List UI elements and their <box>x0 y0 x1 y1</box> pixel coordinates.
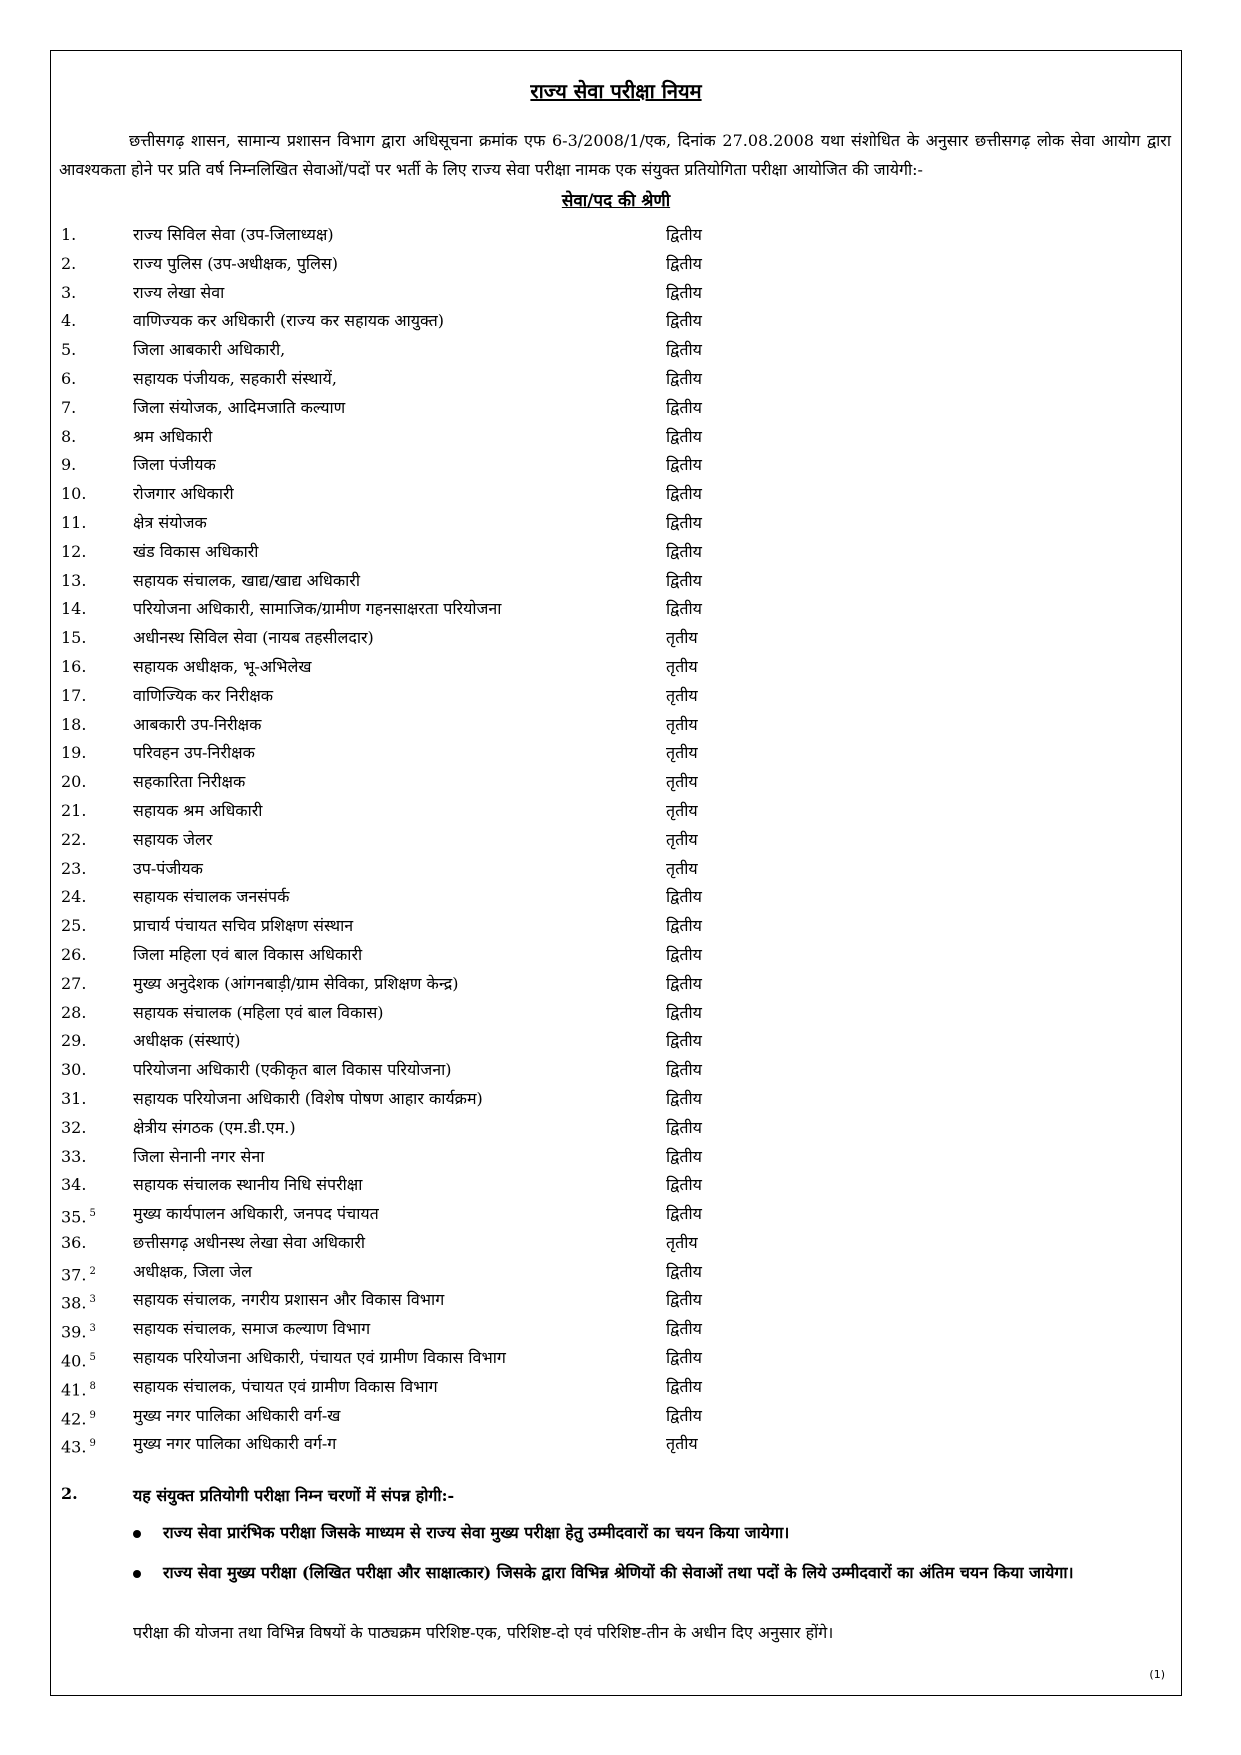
service-row <box>61 682 961 711</box>
service-number-text: 2. <box>61 253 77 273</box>
service-number <box>61 797 121 826</box>
service-row <box>61 1344 961 1373</box>
page-frame <box>50 50 1182 1696</box>
service-number <box>61 538 121 567</box>
service-number-text: 8. <box>61 426 77 446</box>
service-row <box>61 1171 961 1200</box>
service-name: सहायक संचालक (महिला एवं बाल विकास) <box>133 1002 384 1022</box>
service-row <box>61 711 961 740</box>
service-name: अधीक्षक, जिला जेल <box>133 1261 252 1281</box>
service-number <box>61 423 121 452</box>
service-grade: द्वितीय <box>666 1146 702 1166</box>
page-title: राज्य सेवा परीक्षा नियम <box>530 79 702 103</box>
service-grade: द्वितीय <box>666 1060 702 1080</box>
service-name: अधीनस्थ सिविल सेवा (नायब तहसीलदार) <box>133 628 374 648</box>
bullet-dot-icon <box>133 1530 141 1538</box>
service-name: परियोजना अधिकारी (एकीकृत बाल विकास परियोजना) <box>133 1060 452 1080</box>
service-name: उप-पंजीयक <box>133 858 203 878</box>
section-2-number: 2. <box>61 1484 78 1503</box>
service-number-text: 37. <box>61 1265 87 1285</box>
service-number-text: 38. <box>61 1293 87 1313</box>
service-number <box>61 1143 121 1172</box>
service-name: सहायक परियोजना अधिकारी (विशेष पोषण आहार कार्यक्रम) <box>133 1088 483 1108</box>
service-name: सहायक संचालक, नगरीय प्रशासन और विकास विभाग <box>133 1290 445 1310</box>
service-number-text: 35. <box>61 1207 87 1227</box>
service-number-text: 36. <box>61 1232 87 1252</box>
service-number <box>61 451 121 480</box>
service-number-text: 18. <box>61 714 87 734</box>
service-number-text: 20. <box>61 772 87 792</box>
amendment-footnote-mark: 9 <box>89 1409 96 1421</box>
service-row <box>61 480 961 509</box>
service-row <box>61 1315 961 1344</box>
service-number <box>61 1315 121 1347</box>
service-row <box>61 595 961 624</box>
service-name: राज्य पुलिस (उप-अधीक्षक, पुलिस) <box>133 253 338 273</box>
service-number <box>61 250 121 279</box>
service-number-text: 7. <box>61 397 77 417</box>
service-number <box>61 941 121 970</box>
service-grade: द्वितीय <box>666 311 702 331</box>
service-number-text: 43. <box>61 1437 87 1457</box>
service-number-text: 26. <box>61 944 87 964</box>
service-row <box>61 336 961 365</box>
service-row <box>61 567 961 596</box>
service-number <box>61 365 121 394</box>
service-row <box>61 912 961 941</box>
service-grade: द्वितीय <box>666 1319 702 1339</box>
service-name: मुख्य नगर पालिका अधिकारी वर्ग-ख <box>133 1405 341 1425</box>
category-heading: सेवा/पद की श्रेणी <box>561 191 671 211</box>
service-name: वाणिज्यक कर अधिकारी (राज्य कर सहायक आयुक्त) <box>133 311 444 331</box>
service-row <box>61 653 961 682</box>
service-number <box>61 624 121 653</box>
service-number-text: 29. <box>61 1031 87 1051</box>
service-row <box>61 1286 961 1315</box>
service-number <box>61 768 121 797</box>
service-grade: द्वितीय <box>666 1088 702 1108</box>
service-row <box>61 509 961 538</box>
service-grade: तृतीय <box>666 743 698 763</box>
service-number-text: 14. <box>61 599 87 619</box>
service-grade: द्वितीय <box>666 599 702 619</box>
service-number <box>61 1171 121 1200</box>
service-row <box>61 365 961 394</box>
service-name: श्रम अधिकारी <box>133 426 213 446</box>
service-row <box>61 1373 961 1402</box>
service-name: प्राचार्य पंचायत सचिव प्रशिक्षण संस्थान <box>133 916 354 936</box>
service-number-text: 13. <box>61 570 87 590</box>
service-number <box>61 567 121 596</box>
amendment-footnote-mark: 2 <box>89 1265 96 1277</box>
service-number <box>61 279 121 308</box>
service-name: सहकारिता निरीक्षक <box>133 772 246 792</box>
service-number <box>61 999 121 1028</box>
amendment-footnote-mark: 9 <box>89 1438 96 1450</box>
service-grade: तृतीय <box>666 772 698 792</box>
service-row <box>61 394 961 423</box>
service-row <box>61 538 961 567</box>
service-row <box>61 1200 961 1229</box>
service-number-text: 11. <box>61 512 87 532</box>
service-number <box>61 855 121 884</box>
service-grade: तृतीय <box>666 714 698 734</box>
service-row <box>61 941 961 970</box>
service-grade: तृतीय <box>666 685 698 705</box>
service-number-text: 31. <box>61 1088 87 1108</box>
service-name: जिला आबकारी अधिकारी, <box>133 340 286 360</box>
service-number-text: 41. <box>61 1380 87 1400</box>
service-number-text: 3. <box>61 282 77 302</box>
service-number-text: 40. <box>61 1351 87 1371</box>
service-name: सहायक जेलर <box>133 829 213 849</box>
service-name: रोजगार अधिकारी <box>133 484 234 504</box>
service-grade: द्वितीय <box>666 1175 702 1195</box>
service-number-text: 24. <box>61 887 87 907</box>
service-name: सहायक संचालक, खाद्य/खाद्य अधिकारी <box>133 570 360 590</box>
service-row <box>61 797 961 826</box>
service-number-text: 33. <box>61 1146 87 1166</box>
service-name: सहायक अधीक्षक, भू-अभिलेख <box>133 656 312 676</box>
service-number-text: 34. <box>61 1175 87 1195</box>
service-number-text: 23. <box>61 858 87 878</box>
service-grade: तृतीय <box>666 1434 698 1454</box>
service-number <box>61 883 121 912</box>
service-number-text: 10. <box>61 484 87 504</box>
service-row <box>61 883 961 912</box>
service-number-text: 5. <box>61 340 77 360</box>
service-name: मुख्य कार्यपालन अधिकारी, जनपद पंचायत <box>133 1204 379 1224</box>
service-number <box>61 480 121 509</box>
service-name: मुख्य नगर पालिका अधिकारी वर्ग-ग <box>133 1434 337 1454</box>
service-number <box>61 1344 121 1376</box>
service-grade: द्वितीय <box>666 1290 702 1310</box>
service-row <box>61 1258 961 1287</box>
service-name: मुख्य अनुदेशक (आंगनबाड़ी/ग्राम सेविका, प्रशिक्षण केन्द्र) <box>133 973 459 993</box>
bullet-text: राज्य सेवा मुख्य परीक्षा (लिखित परीक्षा और साक्षात्कार) जिसके द्वारा विभिन्न श्रेणियों की सेवाओं तथा पदों के लिये उम्मीदवारों का अंतिम चयन किया जायेगा। <box>163 1563 1074 1582</box>
service-grade: द्वितीय <box>666 887 702 907</box>
service-row <box>61 423 961 452</box>
service-grade: तृतीय <box>666 800 698 820</box>
service-grade: द्वितीय <box>666 973 702 993</box>
service-name: राज्य सिविल सेवा (उप-जिलाध्यक्ष) <box>133 225 334 244</box>
page-number: (1) <box>1149 1668 1165 1681</box>
service-row <box>61 1143 961 1172</box>
service-number <box>61 1229 121 1258</box>
amendment-footnote-mark: 3 <box>89 1323 96 1335</box>
service-number <box>61 221 121 250</box>
service-number-text: 6. <box>61 368 77 388</box>
service-number <box>61 1056 121 1085</box>
service-grade: तृतीय <box>666 1232 698 1252</box>
service-number <box>61 1114 121 1143</box>
service-number <box>61 970 121 999</box>
service-number <box>61 1258 121 1290</box>
service-number-text: 17. <box>61 685 87 705</box>
service-name: सहायक श्रम अधिकारी <box>133 800 263 820</box>
service-grade: द्वितीय <box>666 916 702 936</box>
intro-paragraph: छत्तीसगढ़ शासन, सामान्य प्रशासन विभाग द्वारा अधिसूचना क्रमांक एफ 6-3/2008/1/एक, दिनांक 27.08.2008 यथा संशोधित के अनुसार छत्तीसगढ़ लोक सेवा आयोग द्वारा आवश्यकता होने पर प्रति वर्ष निम्नलिखित सेवाओं/पदों पर भर्ती के लिए राज्य सेवा परीक्षा नामक एक संयुक्त प्रतियोगिता परीक्षा आयोजित की जायेगी:- <box>59 131 1171 179</box>
service-grade: द्वितीय <box>666 512 702 532</box>
service-row <box>61 1402 961 1431</box>
amendment-footnote-mark: 3 <box>89 1294 96 1306</box>
service-grade: द्वितीय <box>666 368 702 388</box>
service-number-text: 19. <box>61 743 87 763</box>
service-grade: द्वितीय <box>666 1031 702 1051</box>
service-grade: द्वितीय <box>666 541 702 561</box>
bullet-text: राज्य सेवा प्रारंभिक परीक्षा जिसके माध्यम से राज्य सेवा मुख्य परीक्षा हेतु उम्मीदवारों का चयन किया जायेगा। <box>163 1523 790 1542</box>
service-number-text: 25. <box>61 916 87 936</box>
service-grade: द्वितीय <box>666 455 702 475</box>
service-row <box>61 970 961 999</box>
service-row <box>61 739 961 768</box>
service-grade: द्वितीय <box>666 1261 702 1281</box>
service-row <box>61 768 961 797</box>
service-list <box>61 221 961 1459</box>
service-grade: द्वितीय <box>666 253 702 273</box>
service-row <box>61 1114 961 1143</box>
service-number-text: 15. <box>61 628 87 648</box>
service-number <box>61 682 121 711</box>
service-number-text: 27. <box>61 973 87 993</box>
service-name: परिवहन उप-निरीक्षक <box>133 743 255 763</box>
service-grade: द्वितीय <box>666 426 702 446</box>
service-grade: द्वितीय <box>666 944 702 964</box>
service-number <box>61 336 121 365</box>
service-grade: द्वितीय <box>666 1204 702 1224</box>
service-row <box>61 451 961 480</box>
section-2-heading: यह संयुक्त प्रतियोगी परीक्षा निम्न चरणों में संपन्न होगी:- <box>133 1486 455 1505</box>
service-name: जिला संयोजक, आदिमजाति कल्याण <box>133 397 346 417</box>
service-row <box>61 279 961 308</box>
service-grade: द्वितीय <box>666 340 702 360</box>
service-number-text: 12. <box>61 541 87 561</box>
service-row <box>61 1027 961 1056</box>
service-name: सहायक संचालक जनसंपर्क <box>133 887 290 907</box>
service-number-text: 28. <box>61 1002 87 1022</box>
service-number <box>61 1200 121 1232</box>
service-row <box>61 1229 961 1258</box>
service-grade: तृतीय <box>666 829 698 849</box>
service-name: जिला सेनानी नगर सेना <box>133 1146 265 1166</box>
service-name: जिला महिला एवं बाल विकास अधिकारी <box>133 944 363 964</box>
service-row <box>61 855 961 884</box>
service-number <box>61 509 121 538</box>
service-number <box>61 595 121 624</box>
service-number-text: 30. <box>61 1060 87 1080</box>
service-number <box>61 1373 121 1405</box>
service-number-text: 42. <box>61 1409 87 1428</box>
service-grade: तृतीय <box>666 628 698 648</box>
service-name: वाणिज्यिक कर निरीक्षक <box>133 685 274 705</box>
service-grade: द्वितीय <box>666 225 702 244</box>
service-row <box>61 1056 961 1085</box>
amendment-footnote-mark: 5 <box>89 1208 96 1220</box>
service-number-text: 1. <box>61 225 77 244</box>
service-grade: तृतीय <box>666 656 698 676</box>
amendment-footnote-mark: 8 <box>89 1380 96 1392</box>
service-number-text: 21. <box>61 800 87 820</box>
service-row <box>61 624 961 653</box>
service-grade: द्वितीय <box>666 484 702 504</box>
service-row <box>61 1430 961 1459</box>
service-number <box>61 912 121 941</box>
service-row <box>61 1085 961 1114</box>
service-name: सहायक संचालक स्थानीय निधि संपरीक्षा <box>133 1175 363 1195</box>
service-number-text: 9. <box>61 455 77 475</box>
service-name: सहायक संचालक, पंचायत एवं ग्रामीण विकास विभाग <box>133 1376 438 1396</box>
service-grade: द्वितीय <box>666 570 702 590</box>
service-name: जिला पंजीयक <box>133 455 216 475</box>
service-name: परियोजना अधिकारी, सामाजिक/ग्रामीण गहनसाक्षरता परियोजना <box>133 599 502 619</box>
service-grade: द्वितीय <box>666 282 702 302</box>
service-name: क्षेत्रीय संगठक (एम.डी.एम.) <box>133 1117 296 1137</box>
service-row <box>61 307 961 336</box>
service-number-text: 39. <box>61 1322 87 1342</box>
service-number <box>61 1402 121 1434</box>
service-grade: तृतीय <box>666 858 698 878</box>
service-name: अधीक्षक (संस्थाएं) <box>133 1031 241 1051</box>
service-row <box>61 999 961 1028</box>
service-name: सहायक परियोजना अधिकारी, पंचायत एवं ग्रामीण विकास विभाग <box>133 1348 506 1368</box>
service-name: राज्य लेखा सेवा <box>133 282 225 302</box>
service-grade: द्वितीय <box>666 397 702 417</box>
service-number <box>61 1027 121 1056</box>
service-number <box>61 653 121 682</box>
bullet-dot-icon <box>133 1570 141 1578</box>
service-number <box>61 826 121 855</box>
service-number <box>61 1286 121 1318</box>
service-number <box>61 1430 121 1462</box>
service-number <box>61 739 121 768</box>
service-row <box>61 221 961 250</box>
service-name: खंड विकास अधिकारी <box>133 541 259 561</box>
service-name: सहायक पंजीयक, सहकारी संस्थायें, <box>133 368 337 388</box>
closing-note: परीक्षा की योजना तथा विभिन्न विषयों के पाठ्यक्रम परिशिष्ट-एक, परिशिष्ट-दो एवं परिशिष्ट-तीन के अधीन दिए अनुसार होंगे। <box>133 1623 834 1642</box>
service-grade: द्वितीय <box>666 1348 702 1368</box>
service-name: क्षेत्र संयोजक <box>133 512 207 532</box>
service-grade: द्वितीय <box>666 1405 702 1425</box>
service-number <box>61 394 121 423</box>
service-number-text: 22. <box>61 829 87 849</box>
service-row <box>61 826 961 855</box>
service-number-text: 32. <box>61 1117 87 1137</box>
service-grade: द्वितीय <box>666 1002 702 1022</box>
service-number <box>61 711 121 740</box>
service-number-text: 16. <box>61 656 87 676</box>
service-row <box>61 250 961 279</box>
service-grade: द्वितीय <box>666 1376 702 1396</box>
service-name: छत्तीसगढ़ अधीनस्थ लेखा सेवा अधिकारी <box>133 1232 366 1252</box>
service-grade: द्वितीय <box>666 1117 702 1137</box>
service-name: सहायक संचालक, समाज कल्याण विभाग <box>133 1319 371 1339</box>
service-number-text: 4. <box>61 311 77 331</box>
service-name: आबकारी उप-निरीक्षक <box>133 714 262 734</box>
service-number <box>61 1085 121 1114</box>
service-number <box>61 307 121 336</box>
amendment-footnote-mark: 5 <box>89 1352 96 1364</box>
